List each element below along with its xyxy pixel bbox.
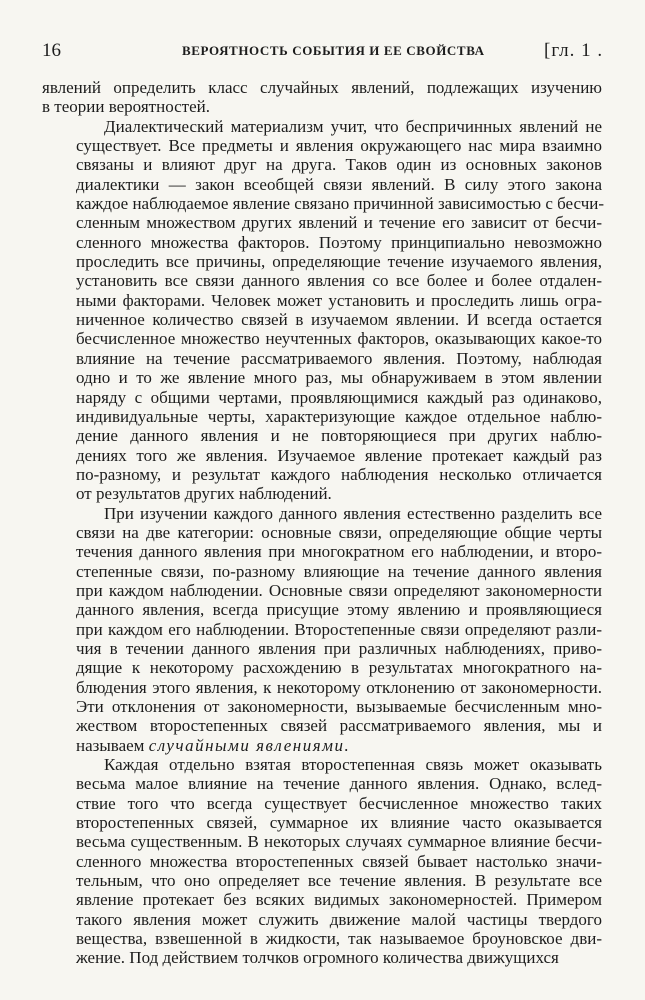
- text-line: существует. Все предметы и явления окружающего нас мира взаимно: [76, 136, 602, 156]
- text-line: При изучении каждого данного явления естественно разделить все: [104, 503, 602, 523]
- text-line: индивидуальные черты, характеризующие каждое отдельное наблю-: [76, 406, 602, 426]
- paragraph: [42, 504, 602, 755]
- text-line: сленного множества факторов. Поэтому принципиально невозможно: [76, 232, 602, 252]
- text-line: наряду с общими чертами, проявляющимися каждый раз одинаково,: [76, 387, 602, 407]
- text-line: такого явления может служить движение малой частицы твердого: [76, 909, 602, 929]
- body-text: [42, 78, 605, 968]
- text-line: каждое наблюдаемое явление связано причинной зависимостью с бесчи-: [76, 194, 605, 214]
- text-line: диалектики — закон всеобщей связи явлений. В силу этого закона: [76, 174, 602, 194]
- text-line: установить все связи данного явления со все более и более отдален-: [76, 271, 602, 291]
- text-line: [42, 736, 602, 755]
- text-line: ниченное количество связей в изучаемом явлении. И всегда остается: [76, 310, 602, 330]
- text-line: влияние на течение рассматриваемого явления. Поэтому, наблюдая: [76, 348, 602, 368]
- text-line: Эти отклонения от закономерности, вызываемые бесчисленным мно-: [76, 697, 602, 716]
- text-line: жеством второстепенных связей рассматриваемого явления, мы и: [76, 716, 602, 736]
- text-line: весьма малое влияние на течение данного явления. Однако, вслед-: [76, 774, 602, 794]
- text-line: связи на две категории: основные связи, определяющие общие черты: [76, 522, 602, 542]
- text-line: течения данного явления при многократном его наблюдении, и второ-: [76, 542, 602, 562]
- text-line: блюдения этого явления, к некоторому отклонению от закономерности.: [76, 677, 602, 697]
- text-line: явление протекает без всяких видимых закономерностей. Примером: [76, 890, 602, 910]
- text-line: данного явления, всегда присущие этому явлению и проявляющиеся: [76, 600, 602, 620]
- text-line: явлений определить класс случайных явлений, подлежащих изучению: [42, 78, 602, 97]
- paragraph: [42, 78, 602, 117]
- text-line: ными факторами. Человек может установить и проследить лишь огра-: [76, 290, 602, 310]
- text-line: по-разному, и результат каждого наблюдения несколько отличается: [76, 464, 602, 484]
- text-line: Диалектический материализм учит, что беспричинных явлений не: [104, 116, 602, 136]
- emphasized-term: случайными явлениями.: [148, 735, 351, 755]
- text-line: связаны и влияют друг на друга. Таков один из основных законов: [76, 155, 602, 175]
- text-line: в теории вероятностей.: [42, 97, 210, 117]
- text-line: весьма существенным. В некоторых случаях суммарное влияние бесчи-: [76, 832, 602, 852]
- text-line: одно и то же явление много раз, мы обнаруживаем в этом явлении: [76, 368, 602, 388]
- paragraph: [42, 116, 605, 504]
- text-line-prefix: называем: [76, 735, 149, 755]
- text-line: сленного множества второстепенных связей бывает настолько значи-: [76, 851, 602, 871]
- text-line: дениях того же явления. Изучаемое явление протекает каждый раз: [76, 445, 602, 465]
- text-line: проследить все причины, определяющие течение изучаемого явления,: [76, 252, 602, 272]
- text-line: Каждая отдельно взятая второстепенная связь может оказывать: [104, 755, 602, 775]
- chapter-reference: [гл. 1 .: [544, 40, 604, 61]
- text-line: чия в течении данного явления при различных наблюдениях, приво-: [76, 638, 602, 658]
- text-line: сленным множеством других явлений и течение его зависит от бесчи-: [76, 213, 602, 233]
- text-line: дение данного явления и не повторяющиеся при других наблю-: [76, 426, 602, 446]
- text-line: от результатов других наблюдений.: [76, 484, 332, 504]
- page-number: 16: [42, 40, 61, 61]
- page-header: [42, 40, 622, 64]
- text-line: второстепенных связей, суммарное их влияние часто оказывается: [76, 813, 602, 833]
- text-line: при каждом наблюдении. Основные связи определяют закономерности: [76, 580, 602, 600]
- text-line: тельным, что оно определяет все течение явления. В результате все: [76, 871, 602, 891]
- running-title: ВЕРОЯТНОСТЬ СОБЫТИЯ И ЕЕ СВОЙСТВА: [182, 43, 485, 58]
- text-line: дящие к некоторому расхождению в результатах многократного на-: [76, 658, 602, 678]
- text-line: жение. Под действием толчков огромного количества движущихся: [76, 948, 559, 968]
- text-line: при каждом его наблюдении. Второстепенные связи определяют разли-: [76, 619, 602, 639]
- paragraph: [42, 755, 602, 968]
- text-line: бесчисленное множество неучтенных факторов, оказывающих какое-то: [76, 329, 602, 349]
- text-line: вещества, взвешенной в жидкости, так называемое броуновское дви-: [76, 929, 602, 949]
- text-line: степенные связи, по-разному влияющие на течение данного явления: [76, 561, 602, 581]
- text-line: ствие того что всегда существует бесчисленное множество таких: [76, 793, 602, 813]
